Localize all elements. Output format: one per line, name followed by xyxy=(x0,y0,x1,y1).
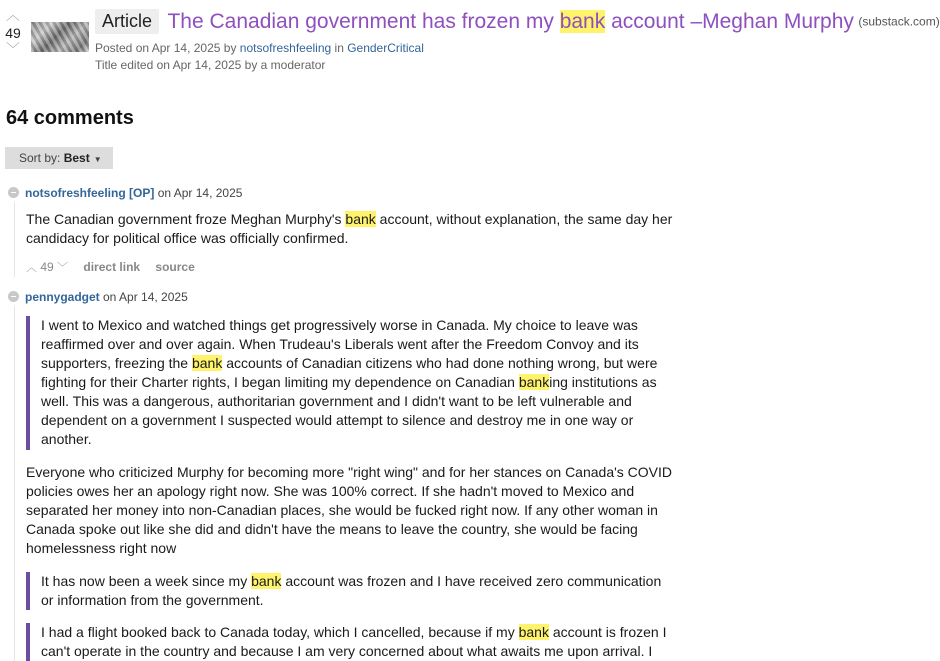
post-thumbnail[interactable] xyxy=(31,22,89,52)
post-title-line xyxy=(95,9,940,34)
quote-block: It has now been a week since my bank account was frozen and I have received zero communication or information from the government. xyxy=(26,572,674,610)
comment-header: pennygadget on Apr 14, 2025 xyxy=(8,290,188,304)
community-link[interactable]: GenderCritical xyxy=(347,41,424,55)
op-badge: [OP] xyxy=(129,186,155,200)
comment-text: Everyone who criticized Murphy for becoming more "right wing" and for her stances on Canada's COVID policies owes her an apology right now. She was 100% correct. If she hadn't moved to Mexico and separated her money into non-Canadian places, she would be fucked right now. If any other woman in Canada spoke out like she did and didn't have the means to leave the country, she would be facing homelessness right now xyxy=(26,464,673,556)
comment-header: notsofreshfeeling [OP] on Apr 14, 2025 xyxy=(8,186,242,200)
quote-block: I had a flight booked back to Canada today, which I cancelled, because if my bank account is frozen I can't operate in the country and because I am very concerned about what awaits me upon arrival. I xyxy=(26,623,674,661)
post-meta: Posted on Apr 14, 2025 by notsofreshfeeling in GenderCritical xyxy=(95,41,424,55)
comment-score: 49 xyxy=(40,260,54,274)
collapse-icon[interactable] xyxy=(8,291,19,302)
downvote-icon[interactable]: ﹀ xyxy=(6,41,20,57)
comment-author-link[interactable]: pennygadget xyxy=(25,290,100,304)
chevron-down-icon: ▼ xyxy=(93,155,102,164)
upvote-icon[interactable]: ︿ xyxy=(26,262,37,274)
downvote-icon[interactable]: ﹀ xyxy=(57,262,69,274)
sort-dropdown[interactable]: Sort by: Best ▼ xyxy=(5,147,113,169)
comments-count: 64 comments xyxy=(6,107,134,129)
post-vote xyxy=(0,8,26,58)
comment-body xyxy=(14,202,674,277)
post-title-link[interactable]: The Canadian government has frozen my bank account –Meghan Murphy xyxy=(167,9,854,33)
post-author-link[interactable]: notsofreshfeeling xyxy=(239,41,332,55)
post-score: 49 xyxy=(5,25,21,41)
post-edit-note: Title edited on Apr 14, 2025 by a moderator xyxy=(95,58,326,72)
collapse-icon[interactable] xyxy=(8,187,19,198)
direct-link[interactable]: direct link xyxy=(83,260,141,274)
quote-block: I went to Mexico and watched things get progressively worse in Canada. My choice to leave was reaffirmed over and over again. When Trudeau's Liberals went after the Freedom Convoy and its supporters, freezing the bank accounts of Canadian citizens who had done nothing wrong, but were fighting for their Charter rights, I began limiting my dependence on Canadian banking institutions as well. This was a dangerous, authoritarian government and I didn't want to be left vulnerable and dependent on a government I suspected would attempt to silence and destroy me in one way or another. xyxy=(26,316,674,450)
sort-value: Best xyxy=(63,151,90,165)
comment-body xyxy=(14,306,674,661)
comment-author-link[interactable]: notsofreshfeeling xyxy=(25,186,126,200)
post-domain[interactable]: (substack.com) xyxy=(858,14,940,29)
comment-text: The Canadian government froze Meghan Murphy's bank account, without explanation, the same day her candidacy for political office was officially confirmed. xyxy=(26,211,673,246)
upvote-icon[interactable]: ︿ xyxy=(6,7,20,23)
post-flair[interactable]: Article xyxy=(95,9,159,34)
source-link[interactable]: source xyxy=(155,260,195,274)
comment-actions xyxy=(26,257,674,277)
